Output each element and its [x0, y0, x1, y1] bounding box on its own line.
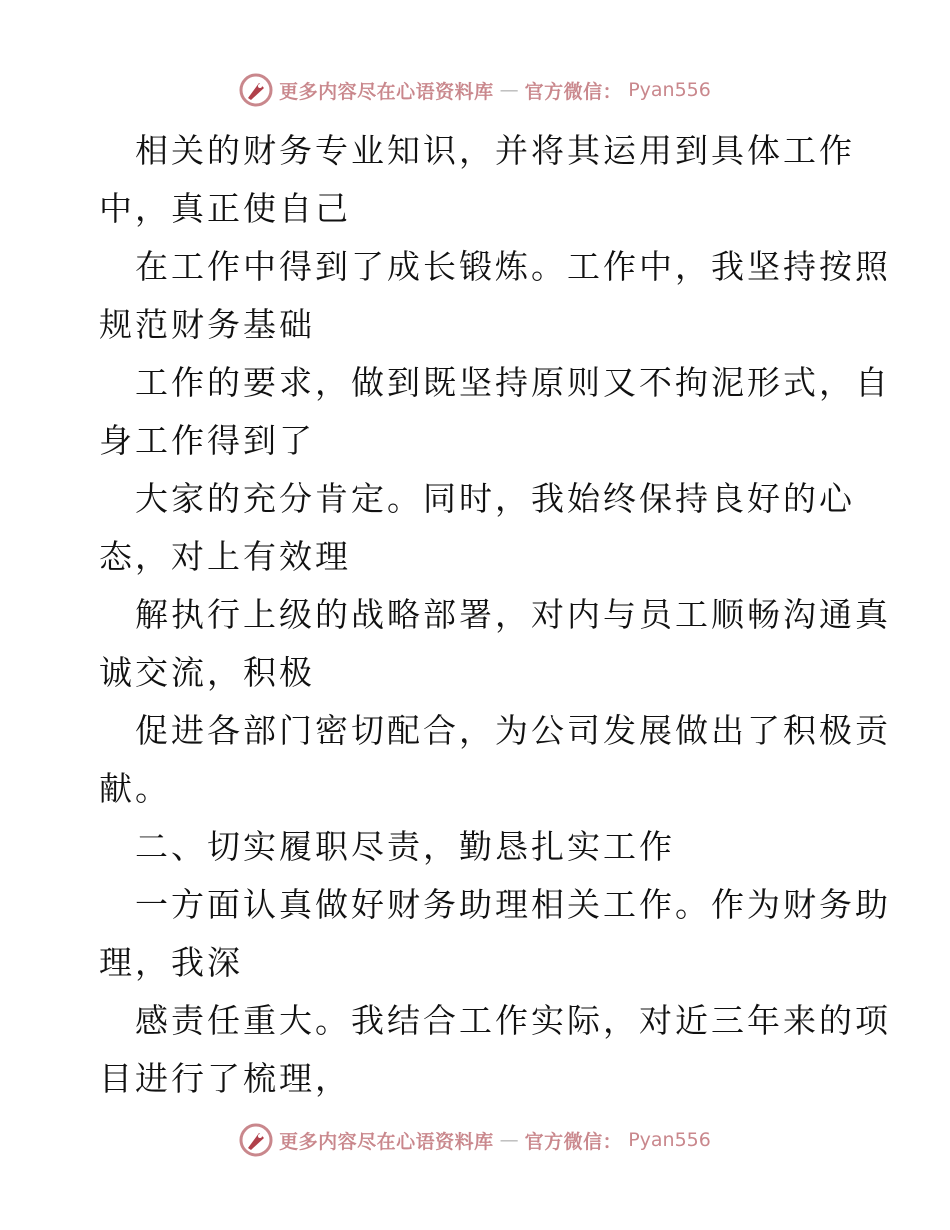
body-line: 相关的财务专业知识，并将其运用到具体工作	[135, 131, 855, 170]
body-line: 大家的充分肯定。同时，我始终保持良好的心	[135, 479, 855, 518]
body-line: 感责任重大。我结合工作实际，对近三年来的项	[135, 1001, 891, 1040]
watermark-dash: —	[499, 1129, 519, 1151]
body-line: 一方面认真做好财务助理相关工作。作为财务助	[135, 885, 891, 924]
header-watermark	[0, 70, 950, 110]
body-line: 献。	[99, 769, 171, 808]
pen-nib-logo-icon	[239, 1123, 273, 1157]
watermark-account: Pyan556	[628, 79, 711, 101]
body-line: 规范财务基础	[99, 305, 315, 344]
body-line: 促进各部门密切配合，为公司发展做出了积极贡	[135, 711, 891, 750]
body-line: 理，我深	[99, 943, 243, 982]
watermark-official-label: 官方微信：	[524, 80, 623, 103]
section-heading: 二、切实履职尽责，勤恳扎实工作	[135, 827, 675, 866]
body-line: 中，真正使自己	[99, 189, 351, 228]
watermark-official-label: 官方微信：	[524, 1130, 623, 1153]
watermark-account: Pyan556	[628, 1129, 711, 1151]
body-line: 身工作得到了	[99, 421, 315, 460]
watermark-site-text: 更多内容尽在心语资料库	[279, 80, 494, 103]
document-body	[99, 122, 891, 1108]
body-line: 工作的要求，做到既坚持原则又不拘泥形式，自	[135, 363, 891, 402]
body-line: 诚交流，积极	[99, 653, 315, 692]
body-line: 解执行上级的战略部署，对内与员工顺畅沟通真	[135, 595, 891, 634]
watermark-site-text: 更多内容尽在心语资料库	[279, 1130, 494, 1153]
watermark-dash: —	[499, 79, 519, 101]
pen-nib-logo-icon	[239, 73, 273, 107]
footer-watermark	[0, 1120, 950, 1160]
body-line: 目进行了梳理，	[99, 1059, 351, 1098]
body-line: 在工作中得到了成长锻炼。工作中，我坚持按照	[135, 247, 891, 286]
body-line: 态，对上有效理	[99, 537, 351, 576]
